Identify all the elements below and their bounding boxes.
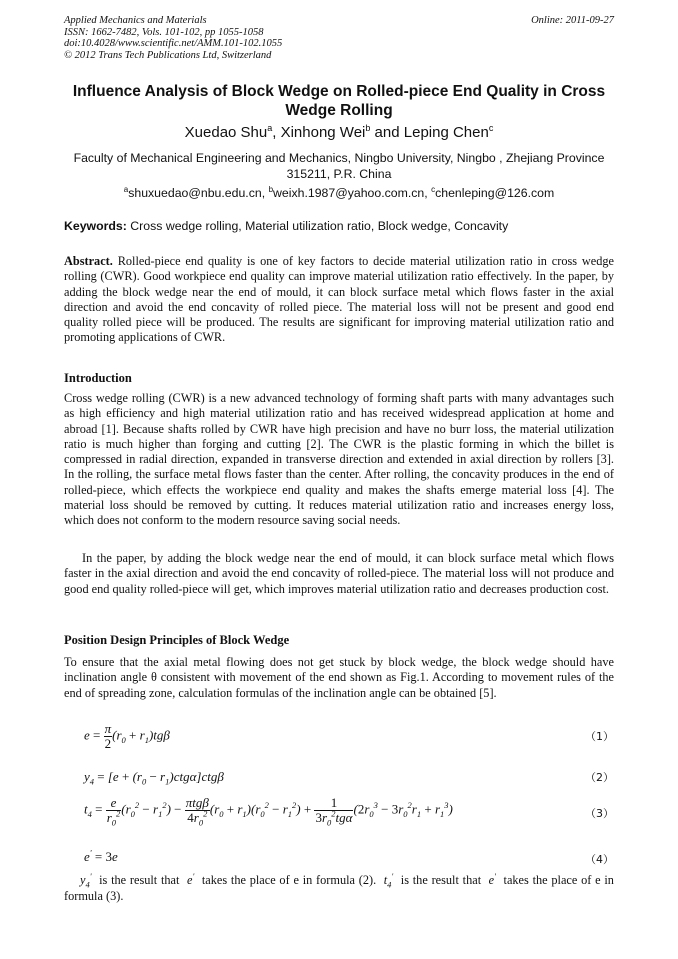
abstract: [64, 254, 614, 346]
closing-text: takes the place of e in formula (3).: [64, 873, 614, 903]
keywords: [64, 219, 616, 234]
equation-number: （4）: [585, 853, 614, 866]
copyright-line: © 2012 Trans Tech Publications Ltd, Switzerland: [64, 49, 272, 61]
equation-3: $t_4$ = $\frac{e}{r_0^2}$ $(r_0^2 - r_1^2)$ − $\frac{\text{πtgβ}}{4r_0^2}$ $(r_0 + r_1)(r_0^2 - r_1^2)$ + $\frac{1}{3r_0^2tg\alpha}$ $(2r_0^3 - 3r_0^2r_1 + r_1^3)$: [84, 795, 453, 828]
keywords-text: Cross wedge rolling, Material utilization ratio, Block wedge, Concavity: [130, 219, 509, 233]
email-mark: c: [431, 185, 436, 194]
fraction: $\frac{1}{3r_0^2tg\alpha}$: [315, 795, 353, 828]
keywords-label: Keywords:: [64, 219, 127, 233]
intro-paragraph-1: Cross wedge rolling (CWR) is a new advanced technology of forming shaft parts with many advantages such as high efficiency and high material utilization ratio and has received widespread application at home and abroad [1]. Because shafts rolled by CWR have high precision and have no burr loss, the material utilization ratio is much higher than forging and cutting [2]. The CWR is the plastic forming in which the billet is compressed in radial direction, expanded in transverse direction and extended in axial direction by rollers [3]. In the rolling, the surface metal flows faster than the center. After rolling, the concavity produces in the end of rolled-piece, which effects the workpiece end quality and makes the shafts emerge material loss [4]. The material loss should be removed by cutting. It reduces material utilization ratio and increases energy loss, which does not conform to the modern resource saving social needs.: [64, 391, 614, 528]
intro-paragraph-2: In the paper, by adding the block wedge near the end of mould, it can block surface metal which flows faster in the axial direction and avoid the end concavity of rolled-piece. The material loss will not produce and good end quality rolled-piece will get, which improves material utilization ratio and decreases production cost.: [64, 551, 614, 596]
author-name: Xuedao Shu: [184, 124, 268, 141]
author-mark: c: [488, 123, 494, 133]
equation-1: e = $\frac{\pi}{2}$ $(r_0 + r_1)tg\beta$: [84, 721, 170, 751]
author-name: Xinhong Wei: [280, 124, 366, 141]
equation-4: e' = 3e: [84, 847, 118, 864]
symbol-t4-prime: $t_4'$: [383, 870, 394, 890]
symbol-e-prime: e': [187, 870, 195, 887]
affiliation: Faculty of Mechanical Engineering and Mechanics, Ningbo University, Ningbo , Zhejiang Province 315211, P.R. China: [73, 151, 605, 181]
author-mark: a: [267, 123, 273, 133]
author-separator: ,: [272, 124, 281, 141]
author-name: Leping Chen: [403, 124, 489, 141]
abstract-label: Abstract.: [64, 254, 113, 268]
online-date: Online: 2011-09-27: [531, 15, 614, 26]
email-list: $^a$shuxuedao@nbu.edu.cn, $^b$weixh.1987@yahoo.com.cn, $^c$chenleping@126.com: [123, 185, 555, 200]
email-address[interactable]: shuxuedao@nbu.edu.cn: [128, 186, 262, 200]
closing-text: is the result that: [99, 873, 180, 887]
author-mark: b: [365, 123, 371, 133]
closing-text: takes the place of e in formula (2).: [201, 873, 377, 887]
paper-title: Influence Analysis of Block Wedge on Rolled-piece End Quality in Cross Wedge Rolling: [72, 83, 606, 119]
journal-header: [64, 15, 282, 61]
equation-2: $y_4 = [e + (r_0 - r_1)ctg\alpha]ctg\beta$: [84, 769, 224, 787]
fraction: $\frac{\text{πtgβ}}{4r_0^2}$: [185, 795, 209, 828]
fraction: $\frac{e}{r_0^2}$: [106, 795, 121, 828]
equation-number: （2）: [585, 771, 614, 784]
email-address[interactable]: chenleping@126.com: [435, 186, 555, 200]
author-list: [0, 124, 678, 142]
issn-line: ISSN: 1662-7482, Vols. 101-102, pp 1055-1058: [64, 26, 264, 38]
closing-paragraph: [64, 872, 614, 904]
equation-number: （3）: [585, 807, 614, 820]
intro-heading: Introduction: [64, 371, 132, 385]
abstract-text: Rolled-piece end quality is one of key factors to decide material utilization ratio in cross wedge rolling (CWR). Good workpiece end quality can improve material utilization ratio effectively. In the paper, by adding the block wedge near the end of mould, it can block surface metal which flows faster in the axial direction and avoid the end concavity of rolled piece. The material loss will not be present and good end quality rolled piece will be produced. The results are significant for improving material utilization ratio and promoting applications of CWR.: [64, 254, 614, 345]
email-address[interactable]: weixh.1987@yahoo.com.cn: [273, 186, 425, 200]
email-mark: b: [268, 185, 274, 194]
doi-line: doi:10.4028/www.scientific.net/AMM.101-102.1055: [64, 38, 283, 49]
journal-name: Applied Mechanics and Materials: [64, 15, 207, 26]
equation-number: （1）: [585, 730, 614, 743]
author-conjunction: and: [370, 124, 404, 141]
symbol-y4-prime: $y_4'$: [80, 870, 92, 890]
fraction: $\frac{\pi}{2}$: [104, 721, 112, 751]
symbol-e-prime: e': [488, 870, 496, 887]
position-paragraph: To ensure that the axial metal flowing does not get stuck by block wedge, the block wedge should have inclination angle θ consistent with movement of the end shown as Fig.1. According to movement rules of the end of spreading zone, calculation formulas of the inclination angle can be obtained [5].: [64, 655, 614, 700]
email-mark: a: [123, 185, 129, 194]
position-heading: Position Design Principles of Block Wedge: [64, 633, 290, 647]
closing-text: is the result that: [400, 873, 482, 887]
